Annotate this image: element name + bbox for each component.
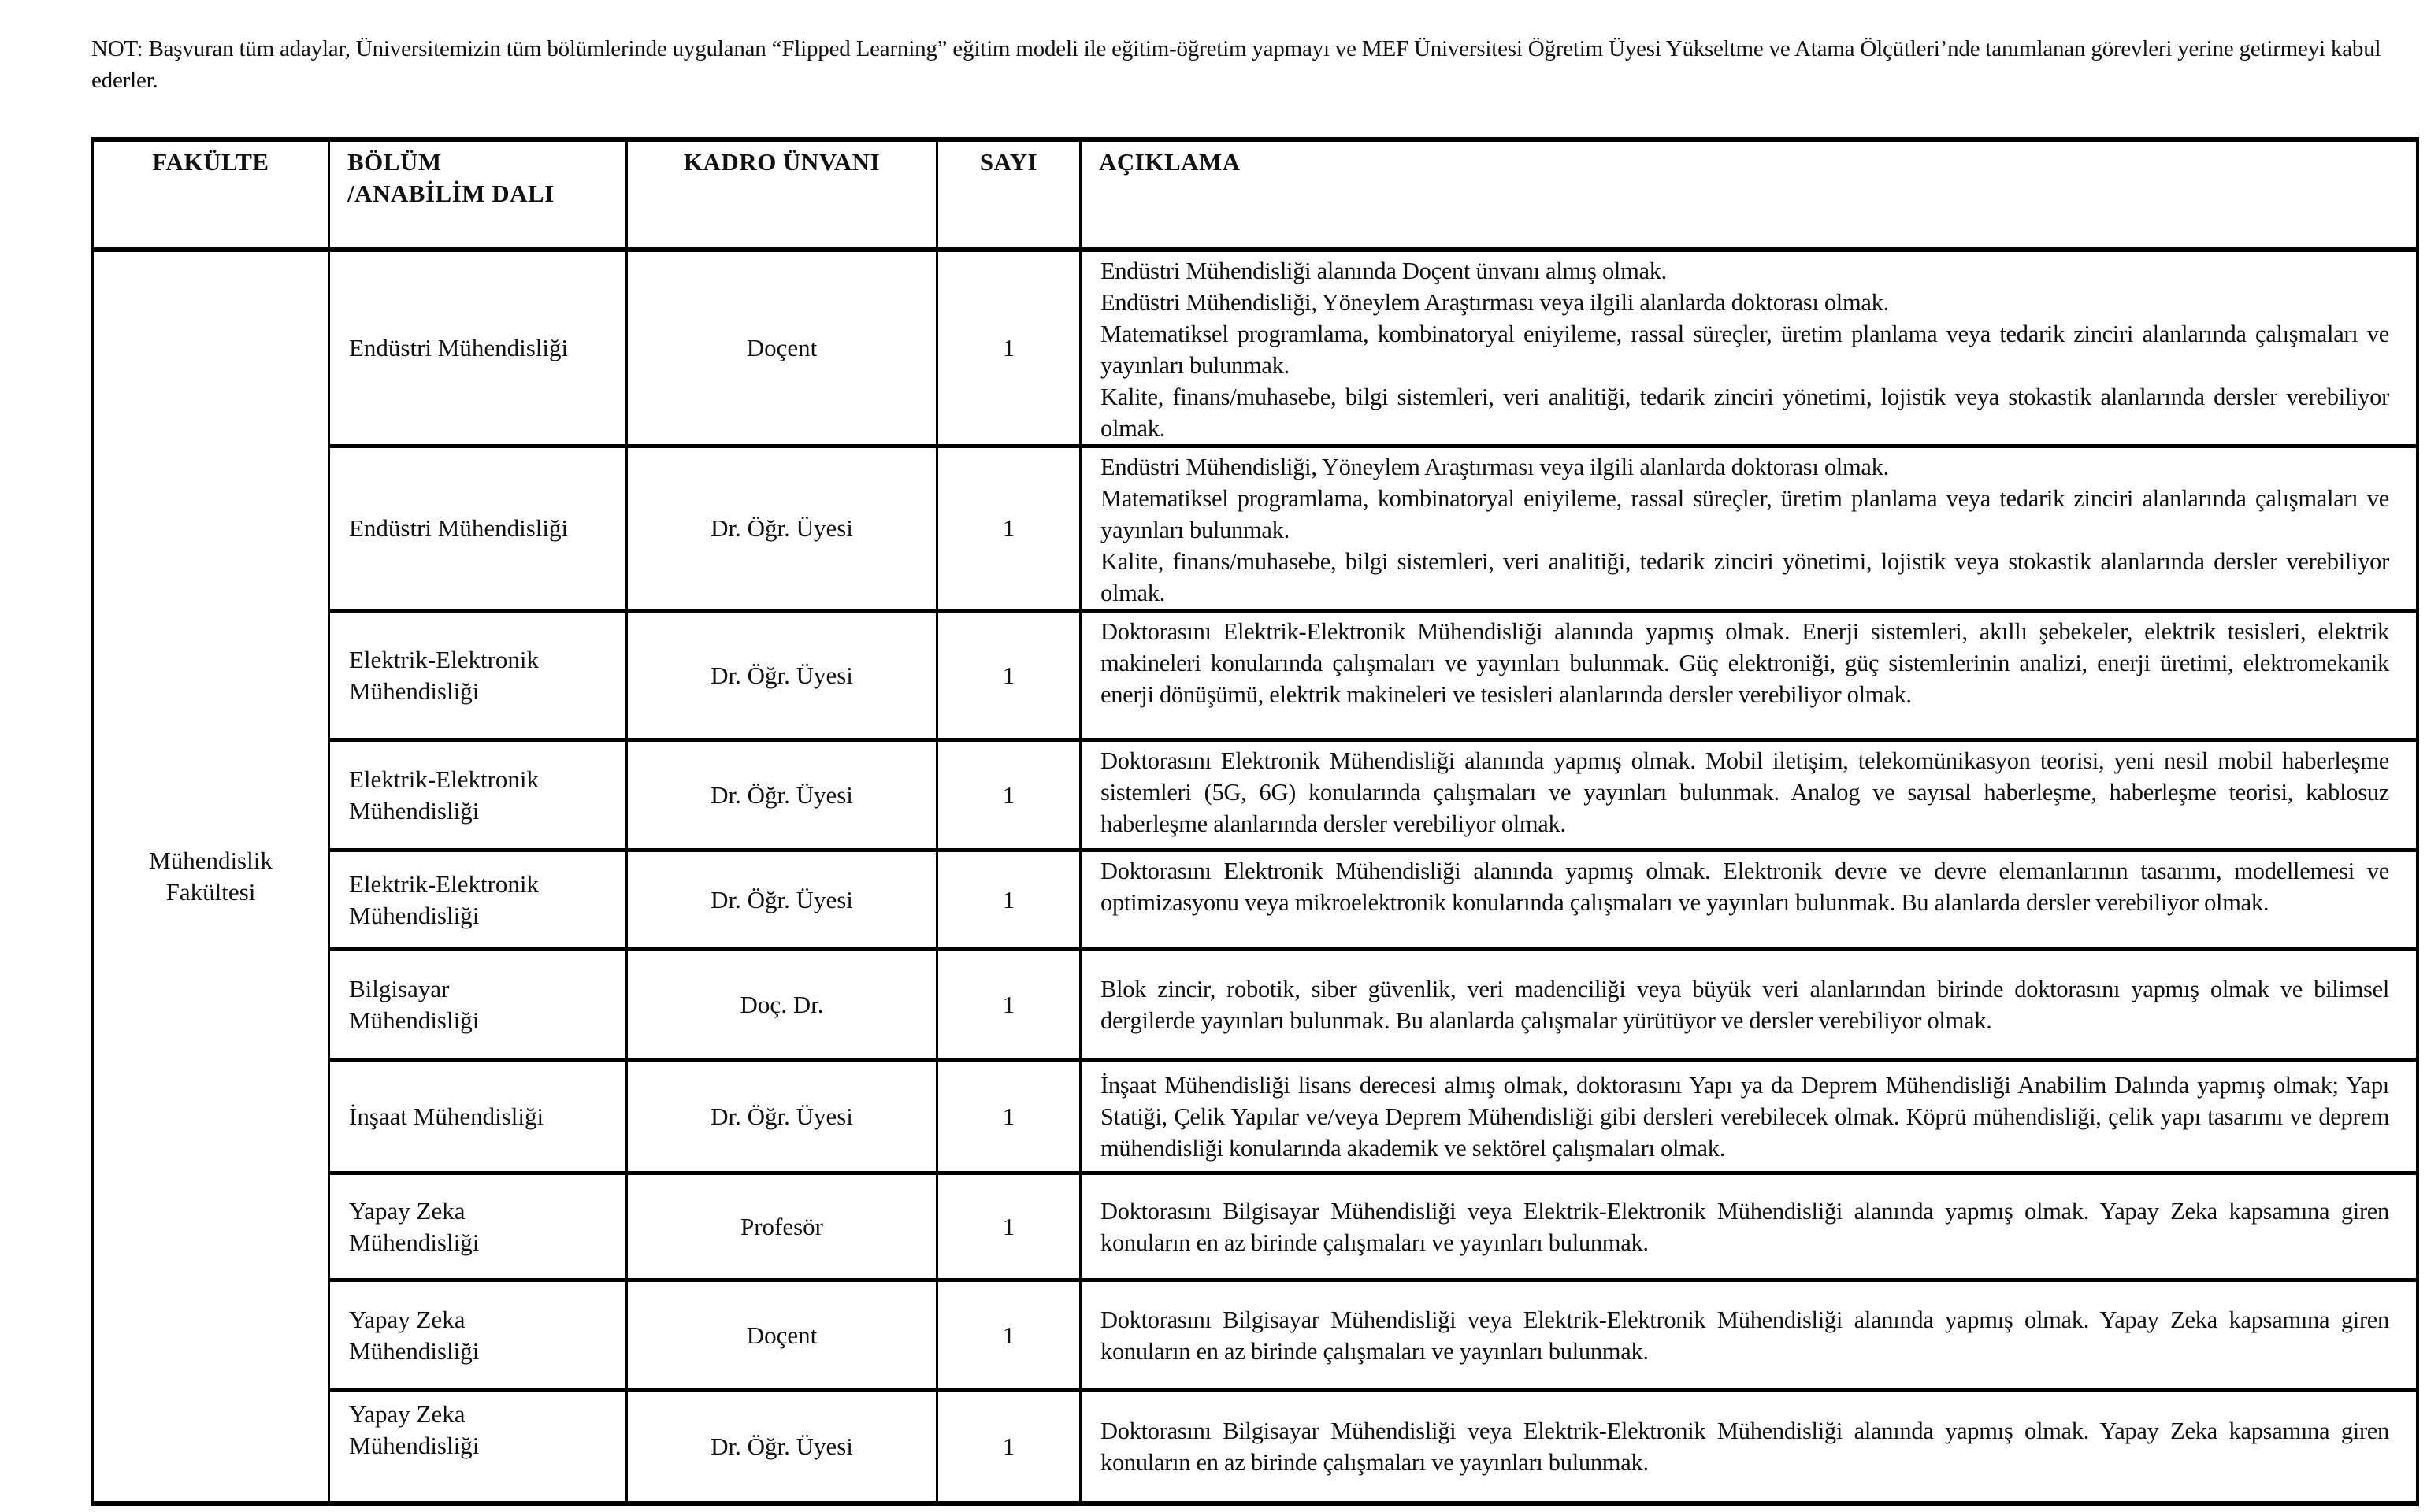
description-cell bbox=[1081, 740, 2418, 850]
description-paragraph: Kalite, finans/muhasebe, bilgi sistemleri, veri analitiği, tedarik zinciri yönetimi, lojistik veya stokastik alanlarında dersler verebiliyor olmak. bbox=[1100, 384, 2389, 442]
department-cell bbox=[329, 950, 627, 1060]
description-paragraph: Kalite, finans/muhasebe, bilgi sistemleri, veri analitiği, tedarik zinciri yönetimi, lojistik veya stokastik alanlarında dersler verebiliyor olmak. bbox=[1100, 548, 2389, 606]
department-name: Elektrik-Elektronik Mühendisliği bbox=[349, 765, 540, 825]
description-paragraph: Endüstri Mühendisliği alanında Doçent ünvanı almış olmak. bbox=[1100, 258, 1668, 284]
description-cell bbox=[1081, 850, 2418, 950]
title-cell: Dr. Öğr. Üyesi bbox=[627, 1060, 937, 1173]
department-cell bbox=[329, 1173, 627, 1280]
table-row bbox=[93, 250, 2418, 447]
note-paragraph: NOT: Başvuran tüm adaylar, Üniversitemizin tüm bölümlerinde uygulanan “Flipped Learning” eğitim modeli ile eğitim-öğretim yapmayı ve MEF Üniversitesi Öğretim Üyesi Yükseltme ve Atama Ölçütleri’nde tanımlanan görevleri yerine getirmeyi kabul ederler. bbox=[91, 36, 2381, 93]
count-cell: 1 bbox=[937, 250, 1081, 447]
count-cell: 1 bbox=[937, 1391, 1081, 1504]
description-paragraph: Doktorasını Bilgisayar Mühendisliği veya Elektrik-Elektronik Mühendisliği alanında yapmış olmak. Yapay Zeka kapsamına giren konuların en az birinde çalışmaları ve yayınları bulunmak. bbox=[1100, 1197, 2389, 1256]
count-cell: 1 bbox=[937, 611, 1081, 740]
description-paragraph: Matematiksel programlama, kombinatoryal eniyileme, rassal süreçler, üretim planlama veya tedarik zinciri alanlarında çalışmaları ve yayınları bulunmak. bbox=[1100, 321, 2389, 379]
department-cell: Endüstri Mühendisliği bbox=[329, 250, 627, 447]
department-name: Elektrik-Elektronik Mühendisliği bbox=[349, 645, 540, 705]
table-header bbox=[93, 139, 2418, 250]
description-paragraph: Blok zincir, robotik, siber güvenlik, veri madenciliği veya büyük veri alanlarından birinde doktorasını yapmış olmak ve bilimsel dergilerde yayınları bulunmak. Bu alanlarda çalışmalar yürütüyor ve dersler verebiliyor olmak. bbox=[1100, 975, 2389, 1034]
table-row bbox=[93, 950, 2418, 1060]
table-row bbox=[93, 611, 2418, 740]
count-cell: 1 bbox=[937, 950, 1081, 1060]
title-cell: Dr. Öğr. Üyesi bbox=[627, 611, 937, 740]
department-name: Yapay Zeka Mühendisliği bbox=[349, 1400, 480, 1459]
description-paragraph: Endüstri Mühendisliği, Yöneylem Araştırması veya ilgili alanlarda doktorası olmak. bbox=[1100, 454, 1889, 480]
header-department bbox=[329, 139, 627, 250]
description-cell bbox=[1081, 1391, 2418, 1504]
description-paragraph: Doktorasını Bilgisayar Mühendisliği veya Elektrik-Elektronik Mühendisliği alanında yapmış olmak. Yapay Zeka kapsamına giren konuların en az birinde çalışmaları ve yayınları bulunmak. bbox=[1100, 1418, 2389, 1476]
title-cell: Doçent bbox=[627, 1280, 937, 1391]
count-cell: 1 bbox=[937, 1060, 1081, 1173]
table-row bbox=[93, 1280, 2418, 1391]
title-cell: Profesör bbox=[627, 1173, 937, 1280]
description-paragraph: İnşaat Mühendisliği lisans derecesi almış olmak, doktorasını Yapı ya da Deprem Mühendisliği Anabilim Dalında yapmış olmak; Yapı Statiği, Çelik Yapılar ve/veya Deprem Mühendisliği gibi dersleri verebilecek olmak. Köprü mühendisliği, çelik yapı tasarımı ve deprem mühendisliği konularında akademik ve sektörel çalışmaları olmak. bbox=[1100, 1071, 2389, 1162]
description-paragraph: Doktorasını Elektrik-Elektronik Mühendisliği alanında yapmış olmak. Enerji sistemleri, akıllı şebekeler, elektrik tesisleri, elektrik makineleri konularında çalışmaları ve yayınları bulunmak. Güç elektroniği, güç sistemlerinin analizi, enerji üretimi, elektromekanik enerji dönüşümü, elektrik makineleri ve tesisleri alanlarında dersler verebiliyor olmak. bbox=[1100, 618, 2389, 708]
description-cell bbox=[1081, 611, 2418, 740]
positions-table bbox=[91, 137, 2419, 1506]
count-cell: 1 bbox=[937, 1280, 1081, 1391]
header-title: KADRO ÜNVANI bbox=[627, 139, 937, 250]
table-row bbox=[93, 1060, 2418, 1173]
description-cell bbox=[1081, 1173, 2418, 1280]
department-cell bbox=[329, 850, 627, 950]
description-cell bbox=[1081, 250, 2418, 447]
count-cell: 1 bbox=[937, 850, 1081, 950]
table-row bbox=[93, 850, 2418, 950]
table-body bbox=[93, 250, 2418, 1504]
table-row bbox=[93, 740, 2418, 850]
description-paragraph: Doktorasını Elektronik Mühendisliği alanında yapmış olmak. Elektronik devre ve devre elemanlarının tasarımı, modellemesi ve optimizasyonu veya mikroelektronik konularında çalışmaları ve yayınları bulunmak. Bu alanlarda dersler verebiliyor olmak. bbox=[1100, 858, 2389, 916]
title-cell: Dr. Öğr. Üyesi bbox=[627, 1391, 937, 1504]
table-row bbox=[93, 447, 2418, 611]
description-paragraph: Doktorasını Elektronik Mühendisliği alanında yapmış olmak. Mobil iletişim, telekomünikasyon teorisi, yeni nesil mobil haberleşme sistemleri (5G, 6G) konularında çalışmaları ve yayınları bulunmak. Analog ve sayısal haberleşme, haberleşme teorisi, kablosuz haberleşme alanlarında dersler verebiliyor olmak. bbox=[1100, 747, 2389, 837]
faculty-cell bbox=[93, 250, 329, 1504]
title-cell: Doçent bbox=[627, 250, 937, 447]
header-department-line2: /ANABİLİM DALI bbox=[347, 180, 555, 207]
header-description: AÇIKLAMA bbox=[1081, 139, 2418, 250]
department-name: Yapay Zeka Mühendisliği bbox=[349, 1305, 480, 1365]
title-cell: Doç. Dr. bbox=[627, 950, 937, 1060]
department-name: Yapay Zeka Mühendisliği bbox=[349, 1196, 480, 1256]
header-count: SAYI bbox=[937, 139, 1081, 250]
description-cell bbox=[1081, 1060, 2418, 1173]
header-faculty: FAKÜLTE bbox=[93, 139, 329, 250]
department-name: Bilgisayar Mühendisliği bbox=[349, 974, 480, 1034]
title-cell: Dr. Öğr. Üyesi bbox=[627, 740, 937, 850]
title-cell: Dr. Öğr. Üyesi bbox=[627, 850, 937, 950]
department-cell bbox=[329, 1280, 627, 1391]
department-cell bbox=[329, 611, 627, 740]
department-cell bbox=[329, 740, 627, 850]
table-row bbox=[93, 1173, 2418, 1280]
count-cell: 1 bbox=[937, 740, 1081, 850]
header-department-line1: BÖLÜM bbox=[347, 148, 442, 176]
description-paragraph: Matematiksel programlama, kombinatoryal eniyileme, rassal süreçler, üretim planlama veya tedarik zinciri alanlarında çalışmaları ve yayınları bulunmak. bbox=[1100, 485, 2389, 543]
count-cell: 1 bbox=[937, 447, 1081, 611]
count-cell: 1 bbox=[937, 1173, 1081, 1280]
description-cell bbox=[1081, 1280, 2418, 1391]
description-cell bbox=[1081, 447, 2418, 611]
department-name: Elektrik-Elektronik Mühendisliği bbox=[349, 869, 540, 929]
description-cell bbox=[1081, 950, 2418, 1060]
table-row bbox=[93, 1391, 2418, 1504]
title-cell: Dr. Öğr. Üyesi bbox=[627, 447, 937, 611]
department-cell: İnşaat Mühendisliği bbox=[329, 1060, 627, 1173]
description-paragraph: Doktorasını Bilgisayar Mühendisliği veya Elektrik-Elektronik Mühendisliği alanında yapmış olmak. Yapay Zeka kapsamına giren konuların en az birinde çalışmaları ve yayınları bulunmak. bbox=[1100, 1306, 2389, 1365]
department-cell: Endüstri Mühendisliği bbox=[329, 447, 627, 611]
faculty-name: Mühendislik Fakültesi bbox=[149, 847, 273, 906]
description-paragraph: Endüstri Mühendisliği, Yöneylem Araştırması veya ilgili alanlarda doktorası olmak. bbox=[1100, 289, 1889, 316]
department-cell bbox=[329, 1391, 627, 1504]
